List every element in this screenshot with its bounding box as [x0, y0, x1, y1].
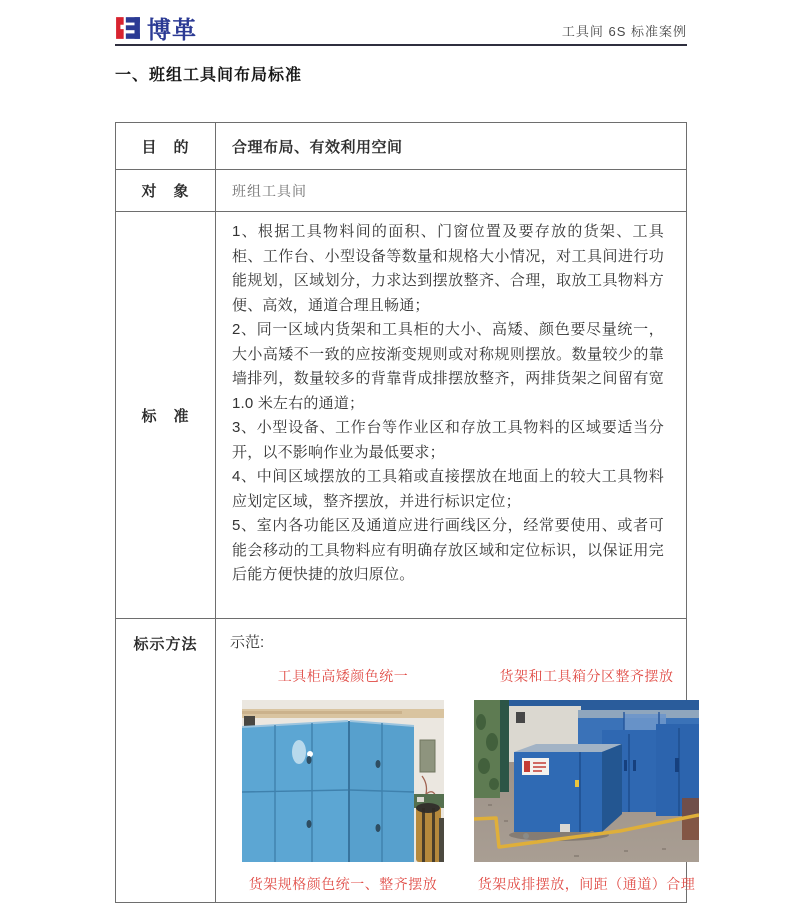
standard-paragraph-5: 5、室内各功能区及通道应进行画线区分，经常要使用、或者可能会移动的工具物料应有明确存放区域和定位标识，以保证用完后能方便快捷的放归原位。 — [232, 517, 664, 583]
standard-paragraph-2: 2、同一区域内货架和工具柜的大小、高矮、颜色要尽量统一，大小高矮不一致的应按渐变规则或对称规则摆放。数量较少的靠墙排列，数量较多的背靠背成排摆放整齐，两排货架之间留有宽 1.0 米左右的通道； — [232, 321, 664, 412]
figure-cabinet-rows — [474, 666, 699, 894]
figure-cabinet-rows-caption-top: 货架和工具箱分区整齐摆放 — [499, 668, 674, 684]
standard-paragraph-3: 3、小型设备、工作台等作业区和存放工具物料的区域要适当分开，以不影响作业为最低要求； — [232, 419, 664, 461]
figure-lockers — [242, 666, 444, 894]
row-label-standard: 标 准 — [116, 212, 216, 618]
standards-table — [115, 122, 696, 903]
page-header — [115, 8, 687, 42]
standard-text — [216, 212, 686, 618]
demo-label: 示范: — [230, 634, 265, 651]
header-doc-title: 工具间 6S 标准案例 — [561, 24, 687, 39]
row-label-target: 对 象 — [116, 170, 216, 211]
header-divider — [115, 44, 687, 46]
blue-locker-cabinets-photo — [242, 700, 444, 862]
table-row-target — [116, 169, 686, 211]
purpose-value: 合理布局、有效利用空间 — [232, 138, 403, 156]
brand-logo — [115, 10, 197, 45]
figure-lockers-caption-bottom: 货架规格颜色统一、整齐摆放 — [248, 876, 438, 892]
table-row-purpose — [116, 123, 686, 169]
row-label-method: 标示方法 — [116, 619, 216, 902]
row-label-purpose: 目 的 — [116, 123, 216, 169]
target-value: 班组工具间 — [232, 184, 307, 200]
brand-logo-icon — [115, 15, 141, 41]
table-row-standard — [116, 211, 686, 618]
brand-logo-text: 博革 — [147, 17, 197, 44]
blue-tool-cabinet-rows-photo — [474, 700, 699, 862]
standard-paragraph-1: 1、根据工具物料间的面积、门窗位置及要存放的货架、工具柜、工作台、小型设备等数量和规格大小情况，对工具间进行功能规划，区域划分，力求达到摆放整齐、合理，取放工具物料方便、高效，通道合理且畅通； — [232, 223, 664, 314]
table-row-method — [116, 618, 696, 902]
standard-paragraph-4: 4、中间区域摆放的工具箱或直接摆放在地面上的较大工具物料应划定区域，整齐摆放，并进行标识定位； — [232, 468, 664, 510]
figure-cabinet-rows-caption-bottom: 货架成排摆放，间距（通道）合理 — [477, 876, 696, 892]
page-title: 一、班组工具间布局标准 — [115, 67, 303, 84]
example-figures — [242, 666, 696, 894]
figure-lockers-caption-top: 工具柜高矮颜色统一 — [277, 668, 409, 684]
